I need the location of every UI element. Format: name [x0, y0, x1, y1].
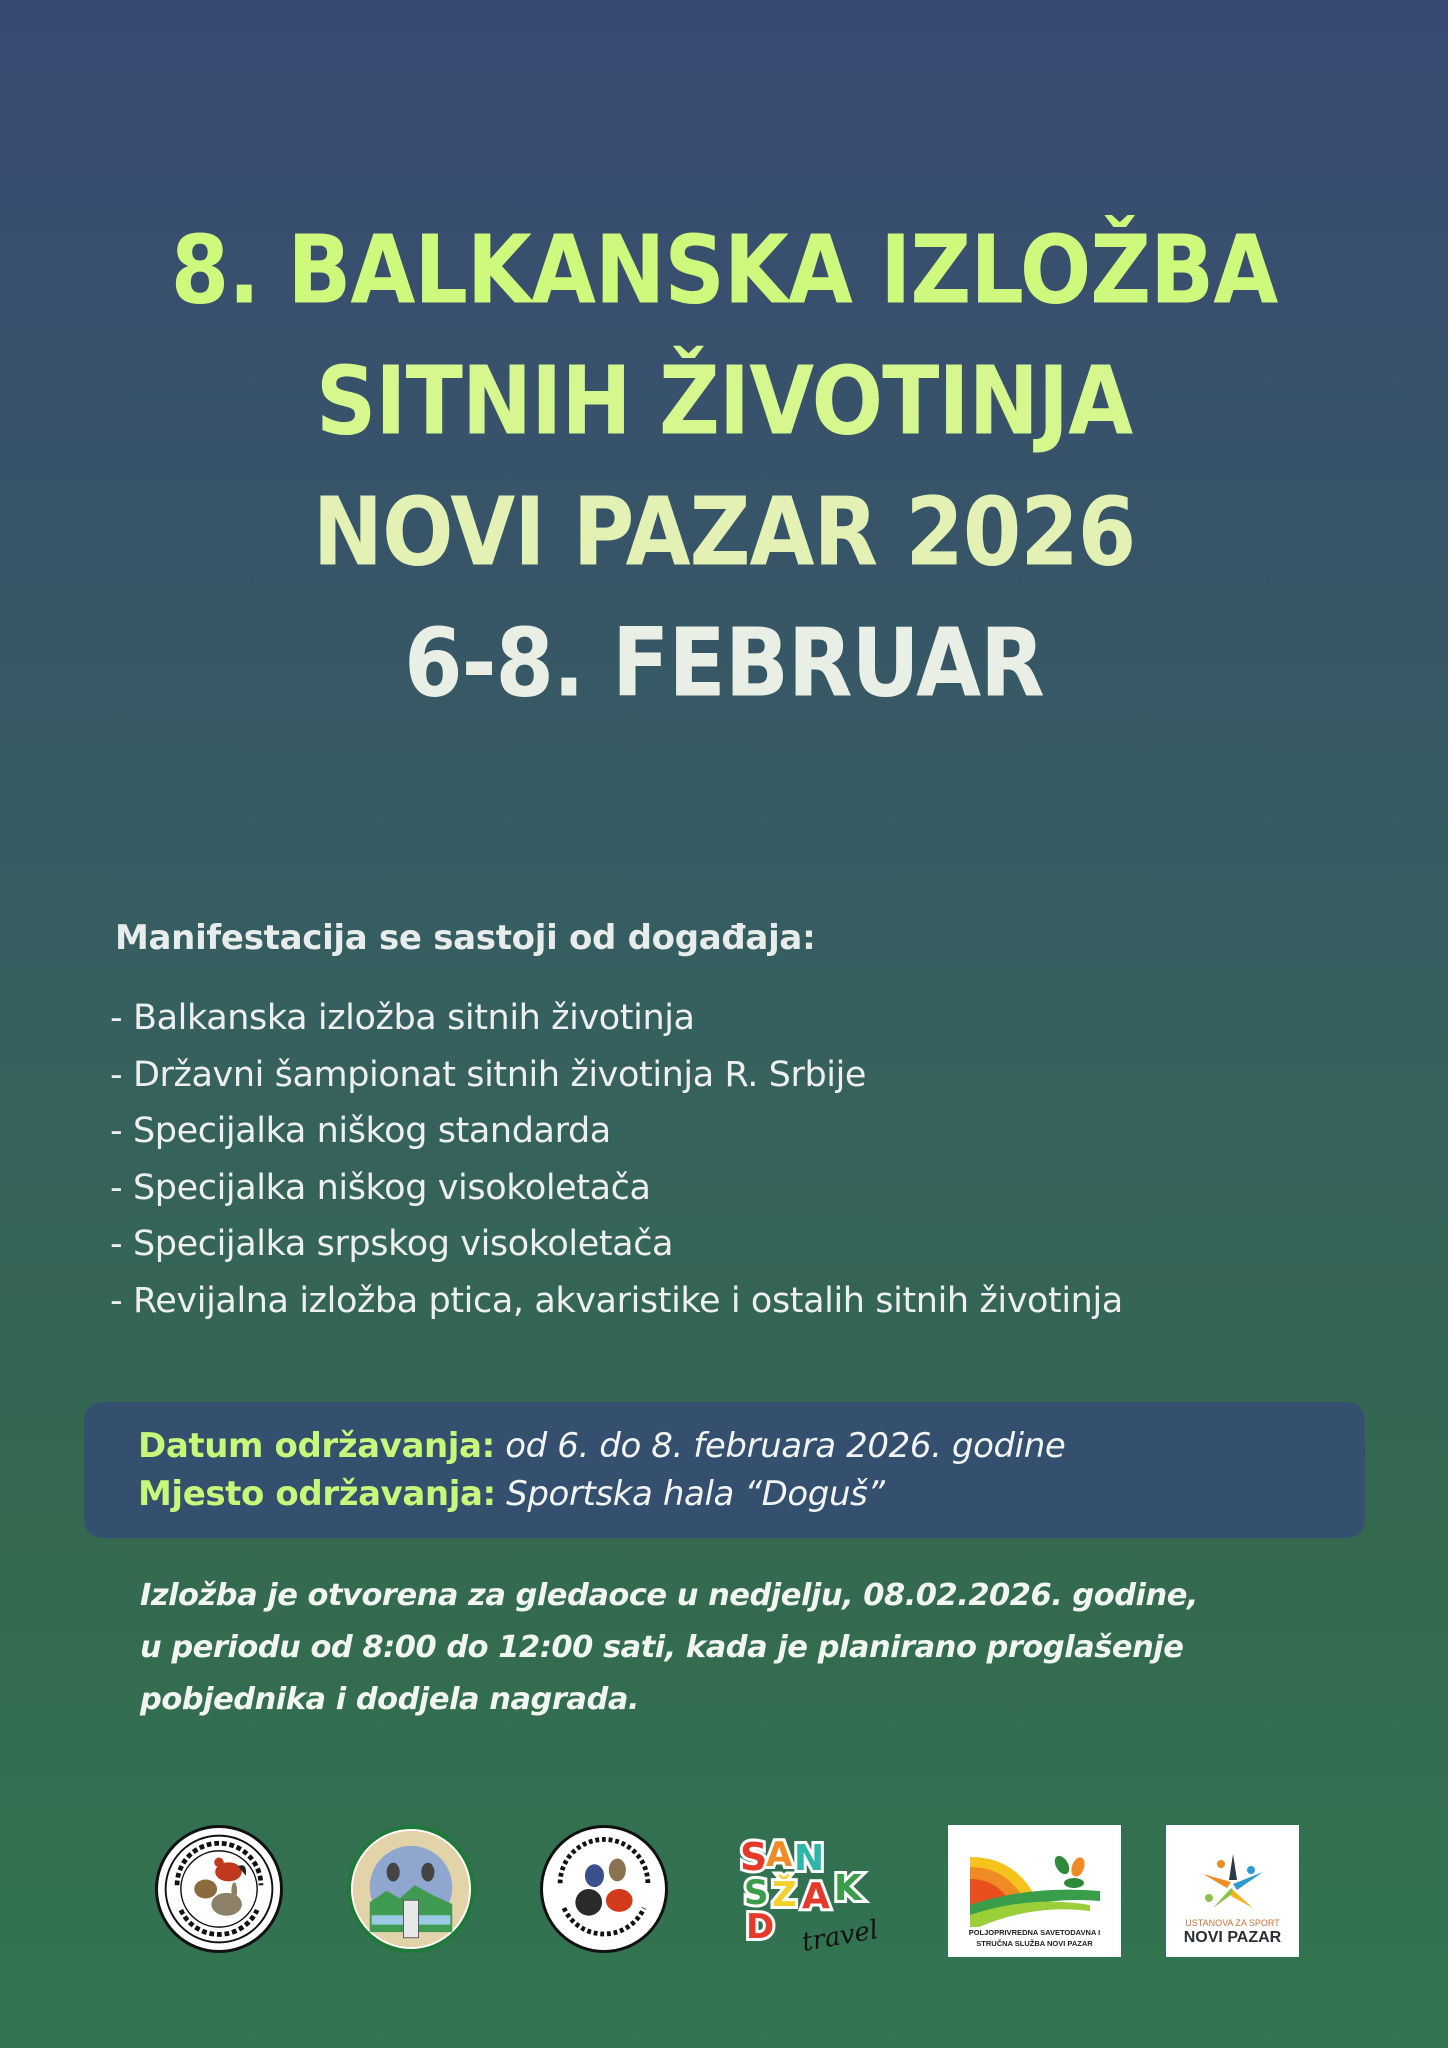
logo-sandzak-travel — [730, 1830, 890, 1960]
sandzak-travel-wordmark-icon — [730, 1830, 890, 1960]
list-item: - Specijalka srpskog visokoletača — [110, 1224, 674, 1264]
logo-6-line-2: NOVI PAZAR — [1183, 1929, 1282, 1946]
svg-text:S: S — [740, 1835, 768, 1879]
svg-text:K: K — [834, 1868, 862, 1909]
title-line-1: 8. BALKANSKA IZLOŽBA — [170, 215, 1278, 325]
rooster-rabbit-emblem-icon — [158, 1828, 280, 1950]
logo-udruzenje-zivinara-novi-pazar — [347, 1825, 475, 1953]
title-line-4: 6-8. FEBRUAR — [404, 608, 1044, 718]
svg-text:N: N — [794, 1838, 825, 1879]
notice-line-1: Izložba je otvorena za gledaoce u nedjelju, 08.02.2026. godine, — [140, 1578, 1198, 1613]
events-intro: Manifestacija se sastoji od događaja: — [115, 918, 816, 958]
svg-text:A: A — [766, 1835, 793, 1875]
events-list — [110, 993, 1123, 1332]
list-item: - Balkanska izložba sitnih životinja — [110, 998, 695, 1038]
title-line-2: SITNIH ŽIVOTINJA — [315, 346, 1133, 456]
logo-6-line-1: USTANOVA ZA SPORT — [1185, 1918, 1280, 1928]
opening-notice — [140, 1570, 1360, 1726]
notice-line-3: pobjednika i dodjela nagrada. — [140, 1682, 639, 1717]
date-label: Datum održavanja: — [138, 1426, 495, 1466]
place-label: Mjesto održavanja: — [138, 1474, 496, 1514]
sponsor-logos — [0, 1815, 1448, 1965]
logo-5-line-1: POLJOPRIVREDNA SAVETODAVNA I — [968, 1928, 1101, 1937]
svg-text:A: A — [802, 1876, 830, 1917]
info-box — [84, 1402, 1365, 1538]
notice-line-2: u periodu od 8:00 do 12:00 sati, kada je planirano proglašenje — [140, 1630, 1184, 1665]
logo-poljoprivredna-sluzba — [948, 1825, 1121, 1957]
logo-balkan-association-small-animal-breeders — [540, 1825, 668, 1953]
list-item: - Revijalna izložba ptica, akvaristike i ostalih sitnih životinja — [110, 1280, 1123, 1321]
place-value: Sportska hala “Doguš” — [506, 1474, 885, 1514]
event-title — [0, 205, 1448, 729]
tower-chickens-emblem-icon — [351, 1829, 471, 1949]
svg-text:Ž: Ž — [772, 1875, 797, 1915]
pigeon-rooster-turkey-emblem-icon — [543, 1828, 665, 1950]
title-line-3: NOVI PAZAR 2026 — [312, 477, 1136, 587]
star-figures-icon — [1193, 1848, 1273, 1918]
logo-drzavni-savez-zivinara — [155, 1825, 283, 1953]
list-item: - Specijalka niškog visokoletača — [110, 1167, 651, 1208]
logo-ustanova-za-sport — [1166, 1825, 1299, 1957]
svg-text:travel: travel — [799, 1915, 881, 1958]
date-row — [138, 1422, 1365, 1470]
logo-5-line-2: STRUČNA SLUŽBA NOVI PAZAR — [976, 1939, 1093, 1948]
field-sunrise-icon — [960, 1847, 1110, 1927]
date-value: od 6. do 8. februara 2026. godine — [505, 1426, 1066, 1466]
place-row — [138, 1470, 1365, 1518]
list-item: - Državni šampionat sitnih životinja R. Srbije — [110, 1054, 867, 1095]
svg-text:S: S — [744, 1873, 769, 1913]
list-item: - Specijalka niškog standarda — [110, 1111, 611, 1151]
svg-text:D: D — [746, 1907, 775, 1947]
